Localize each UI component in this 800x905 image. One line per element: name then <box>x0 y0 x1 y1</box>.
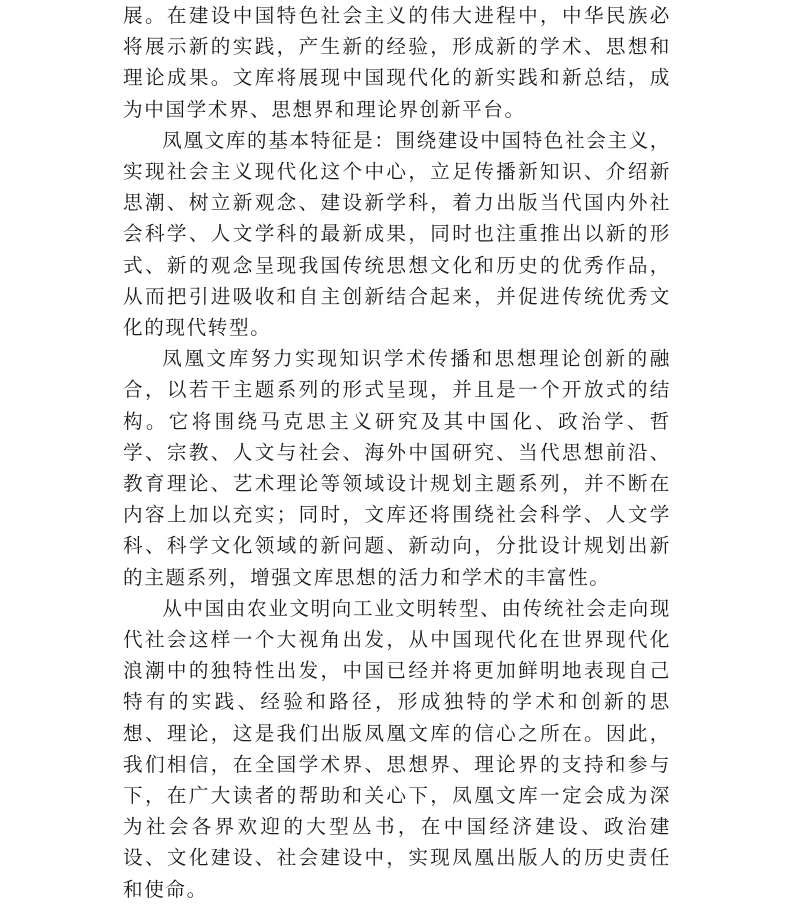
paragraph-3: 凤凰文库努力实现知识学术传播和思想理论创新的融合，以若干主题系列的形式呈现，并且是一个开放式的结构。它将围绕马克思主义研究及其中国化、政治学、哲学、宗教、人文与社会、海外中国研究、当代思想前沿、教育理论、艺术理论等领域设计规划主题系列，并不断在内容上加以充实；同时，文库还将围绕社会科学、人文学科、科学文化领域的新问题、新动向，分批设计规划出新的主题系列，增强文库思想的活力和学术的丰富性。 <box>123 347 671 589</box>
paragraph-4: 从中国由农业文明向工业文明转型、由传统社会走向现代社会这样一个大视角出发，从中国现代化在世界现代化浪潮中的独特性出发，中国已经并将更加鲜明地表现自己特有的实践、经验和路径，形成独特的学术和创新的思想、理论，这是我们出版凤凰文库的信心之所在。因此，我们相信，在全国学术界、思想界、理论界的支持和参与下，在广大读者的帮助和关心下，凤凰文库一定会成为深为社会各界欢迎的大型丛书，在中国经济建设、政治建设、文化建设、社会建设中，实现凤凰出版人的历史责任和使命。 <box>123 596 671 901</box>
document-page <box>123 0 671 905</box>
paragraph-1: 展。在建设中国特色社会主义的伟大进程中，中华民族必将展示新的实践，产生新的经验，形成新的学术、思想和理论成果。文库将展现中国现代化的新实践和新总结，成为中国学术界、思想界和理论界创新平台。 <box>123 4 671 121</box>
paragraph-2: 凤凰文库的基本特征是：围绕建设中国特色社会主义，实现社会主义现代化这个中心，立足传播新知识、介绍新思潮、树立新观念、建设新学科，着力出版当代国内外社会科学、人文学科的最新成果，同时也注重推出以新的形式、新的观念呈现我国传统思想文化和历史的优秀作品，从而把引进吸收和自主创新结合起来，并促进传统优秀文化的现代转型。 <box>123 128 671 340</box>
